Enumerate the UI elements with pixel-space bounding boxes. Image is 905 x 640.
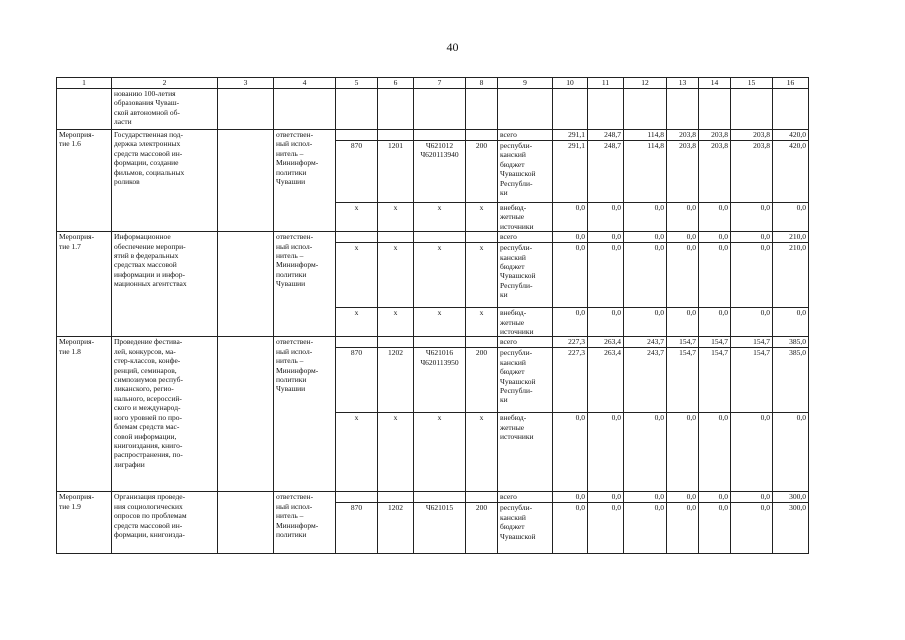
continuation-row — [57, 89, 809, 130]
year-value-cell: 0,0 — [624, 503, 667, 554]
column-header: 2 — [112, 78, 218, 89]
funding-source-cell: внебюд- жетные источники — [498, 413, 553, 492]
expense-type-cell: x — [466, 203, 498, 232]
grbs-cell — [336, 130, 378, 141]
table-row — [57, 232, 809, 243]
expense-type-cell: 200 — [466, 503, 498, 554]
funding-source-cell: всего — [498, 130, 553, 141]
year-value-cell: 0,0 — [624, 243, 667, 308]
year-value-cell: 0,0 — [588, 413, 624, 492]
page-number: 40 — [446, 40, 459, 54]
empty-cell — [414, 89, 466, 130]
year-value-cell: 203,8 — [699, 141, 731, 203]
responsible-cell: ответствен- ный испол- нитель – Мининформ- политики Чувашии — [274, 130, 336, 232]
year-value-cell: 154,7 — [731, 337, 773, 348]
year-value-cell: 0,0 — [667, 243, 699, 308]
funding-source-cell: республи- канский бюджет Чувашской Республи- ки — [498, 243, 553, 308]
year-value-cell: 0,0 — [699, 243, 731, 308]
year-value-cell: 0,0 — [667, 503, 699, 554]
column-header: 1 — [57, 78, 112, 89]
description-cell: Организация проведе- ния социологических опросов по проблемам средств массовой ин- формации, книгоизда- — [112, 492, 218, 554]
target-article-cell: x — [414, 203, 466, 232]
expense-type-cell: 200 — [466, 141, 498, 203]
year-value-cell: 0,0 — [624, 232, 667, 243]
year-value-cell: 248,7 — [588, 141, 624, 203]
year-value-cell: 0,0 — [667, 492, 699, 503]
year-value-cell: 0,0 — [624, 413, 667, 492]
year-value-cell: 203,8 — [731, 141, 773, 203]
year-value-cell: 0,0 — [588, 308, 624, 337]
year-value-cell: 248,7 — [588, 130, 624, 141]
funding-source-cell: всего — [498, 232, 553, 243]
year-value-cell: 0,0 — [624, 308, 667, 337]
column-header: 13 — [667, 78, 699, 89]
year-value-cell: 263,4 — [588, 337, 624, 348]
column-header: 9 — [498, 78, 553, 89]
table-row — [57, 130, 809, 141]
empty-cell — [699, 89, 731, 130]
description-cell: нованию 100-летия образования Чуваш- ской автономной об- ласти — [112, 89, 218, 130]
grbs-cell — [336, 492, 378, 503]
year-value-cell: 300,0 — [773, 492, 809, 503]
empty-cell — [624, 89, 667, 130]
year-value-cell: 0,0 — [588, 203, 624, 232]
year-value-cell: 420,0 — [773, 130, 809, 141]
empty-cell — [588, 89, 624, 130]
year-value-cell: 0,0 — [553, 413, 588, 492]
measure-cell: Мероприя- тие 1.9 — [57, 492, 112, 554]
year-value-cell: 0,0 — [553, 243, 588, 308]
year-value-cell: 0,0 — [588, 232, 624, 243]
year-value-cell: 385,0 — [773, 337, 809, 348]
empty-cell — [274, 89, 336, 130]
year-value-cell: 0,0 — [667, 232, 699, 243]
funding-source-cell: республи- канский бюджет Чувашской Республи- ки — [498, 141, 553, 203]
year-value-cell: 243,7 — [624, 348, 667, 413]
year-value-cell: 0,0 — [773, 203, 809, 232]
funding-source-cell: всего — [498, 492, 553, 503]
target-article-cell: x — [414, 413, 466, 492]
year-value-cell: 0,0 — [667, 308, 699, 337]
year-value-cell: 203,8 — [667, 141, 699, 203]
year-value-cell: 0,0 — [731, 243, 773, 308]
target-article-cell — [414, 232, 466, 243]
year-value-cell: 227,3 — [553, 348, 588, 413]
funding-source-cell: внебюд- жетные источники — [498, 203, 553, 232]
section-cell: x — [378, 203, 414, 232]
year-value-cell: 0,0 — [773, 413, 809, 492]
empty-cell — [336, 89, 378, 130]
grbs-cell: x — [336, 243, 378, 308]
year-value-cell: 0,0 — [731, 232, 773, 243]
year-value-cell: 0,0 — [731, 503, 773, 554]
column-header: 14 — [699, 78, 731, 89]
target-article-cell — [414, 337, 466, 348]
section-cell — [378, 130, 414, 141]
column-header: 8 — [466, 78, 498, 89]
expense-type-cell: x — [466, 413, 498, 492]
empty-cell — [57, 89, 112, 130]
grbs-cell: 870 — [336, 348, 378, 413]
empty-cell — [498, 89, 553, 130]
year-value-cell: 154,7 — [699, 337, 731, 348]
column3-cell — [218, 130, 274, 232]
expense-type-cell — [466, 492, 498, 503]
column-header: 3 — [218, 78, 274, 89]
year-value-cell: 154,7 — [699, 348, 731, 413]
year-value-cell: 203,8 — [667, 130, 699, 141]
measure-cell: Мероприя- тие 1.7 — [57, 232, 112, 337]
description-cell: Информационное обеспечение меропри- ятий в федеральных средствах массовой информации и инфор- мационных агентствах — [112, 232, 218, 337]
measure-cell: Мероприя- тие 1.8 — [57, 337, 112, 492]
grbs-cell: x — [336, 308, 378, 337]
year-value-cell: 0,0 — [553, 232, 588, 243]
expense-type-cell: x — [466, 308, 498, 337]
target-article-cell: x — [414, 308, 466, 337]
year-value-cell: 210,0 — [773, 243, 809, 308]
target-article-cell: Ч621015 — [414, 503, 466, 554]
description-cell: Государственная под- держка электронных средств массовой ин- формации, создание фильмов, социальных роликов — [112, 130, 218, 232]
year-value-cell: 0,0 — [588, 243, 624, 308]
expense-type-cell — [466, 232, 498, 243]
expense-type-cell: x — [466, 243, 498, 308]
year-value-cell: 420,0 — [773, 141, 809, 203]
empty-cell — [378, 89, 414, 130]
year-value-cell: 0,0 — [699, 413, 731, 492]
year-value-cell: 154,7 — [667, 337, 699, 348]
year-value-cell: 0,0 — [624, 203, 667, 232]
section-cell — [378, 337, 414, 348]
section-cell: x — [378, 413, 414, 492]
expense-type-cell — [466, 130, 498, 141]
empty-cell — [731, 89, 773, 130]
grbs-cell: x — [336, 203, 378, 232]
year-value-cell: 227,3 — [553, 337, 588, 348]
grbs-cell — [336, 232, 378, 243]
year-value-cell: 0,0 — [553, 492, 588, 503]
year-value-cell: 0,0 — [699, 232, 731, 243]
funding-source-cell: республи- канский бюджет Чувашской Республи- ки — [498, 348, 553, 413]
year-value-cell: 154,7 — [731, 348, 773, 413]
column3-cell — [218, 492, 274, 554]
responsible-cell: ответствен- ный испол- нитель – Мининформ- политики — [274, 492, 336, 554]
grbs-cell: x — [336, 413, 378, 492]
year-value-cell: 0,0 — [553, 503, 588, 554]
target-article-cell — [414, 130, 466, 141]
target-article-cell: x — [414, 243, 466, 308]
year-value-cell: 0,0 — [699, 203, 731, 232]
year-value-cell: 203,8 — [699, 130, 731, 141]
empty-cell — [553, 89, 588, 130]
empty-cell — [466, 89, 498, 130]
column3-cell — [218, 232, 274, 337]
year-value-cell: 385,0 — [773, 348, 809, 413]
year-value-cell: 114,8 — [624, 130, 667, 141]
section-cell — [378, 492, 414, 503]
section-cell: x — [378, 308, 414, 337]
target-article-cell — [414, 492, 466, 503]
year-value-cell: 0,0 — [588, 492, 624, 503]
description-cell: Проведение фестива- лей, конкурсов, ма- стер-классов, конфе- ренций, семинаров, симпозиумов респуб- ликанского, регио- нального, всероссий- ского и международ- ного уровней по про- блемам средств мас- совой информации, книгоиздания, книго- распространения, по- лиграфии — [112, 337, 218, 492]
column3-cell — [218, 337, 274, 492]
grbs-cell: 870 — [336, 141, 378, 203]
year-value-cell: 300,0 — [773, 503, 809, 554]
column-header: 4 — [274, 78, 336, 89]
empty-cell — [667, 89, 699, 130]
section-cell: 1202 — [378, 348, 414, 413]
year-value-cell: 0,0 — [699, 503, 731, 554]
year-value-cell: 263,4 — [588, 348, 624, 413]
year-value-cell: 0,0 — [731, 203, 773, 232]
year-value-cell: 114,8 — [624, 141, 667, 203]
year-value-cell: 0,0 — [667, 203, 699, 232]
year-value-cell: 0,0 — [773, 308, 809, 337]
target-article-cell: Ч621012 Ч620113940 — [414, 141, 466, 203]
year-value-cell: 243,7 — [624, 337, 667, 348]
section-cell — [378, 232, 414, 243]
funding-source-cell: внебюд- жетные источники — [498, 308, 553, 337]
column-header: 11 — [588, 78, 624, 89]
responsible-cell: ответствен- ный испол- нитель – Мининформ- политики Чувашии — [274, 337, 336, 492]
column-header: 7 — [414, 78, 466, 89]
section-cell: 1201 — [378, 141, 414, 203]
year-value-cell: 0,0 — [667, 413, 699, 492]
column-header: 6 — [378, 78, 414, 89]
budget-table — [56, 77, 809, 554]
target-article-cell: Ч621016 Ч620113950 — [414, 348, 466, 413]
empty-cell — [773, 89, 809, 130]
year-value-cell: 0,0 — [731, 413, 773, 492]
column-header: 5 — [336, 78, 378, 89]
table-row — [57, 337, 809, 348]
expense-type-cell — [466, 337, 498, 348]
year-value-cell: 291,1 — [553, 141, 588, 203]
column-header: 15 — [731, 78, 773, 89]
grbs-cell: 870 — [336, 503, 378, 554]
year-value-cell: 0,0 — [553, 308, 588, 337]
measure-cell: Мероприя- тие 1.6 — [57, 130, 112, 232]
year-value-cell: 0,0 — [553, 203, 588, 232]
year-value-cell: 203,8 — [731, 130, 773, 141]
column-header: 12 — [624, 78, 667, 89]
year-value-cell: 0,0 — [699, 308, 731, 337]
funding-source-cell: всего — [498, 337, 553, 348]
empty-cell — [218, 89, 274, 130]
year-value-cell: 0,0 — [731, 492, 773, 503]
year-value-cell: 291,1 — [553, 130, 588, 141]
column-header: 16 — [773, 78, 809, 89]
year-value-cell: 0,0 — [624, 492, 667, 503]
year-value-cell: 0,0 — [588, 503, 624, 554]
responsible-cell: ответствен- ный испол- нитель – Мининформ- политики Чувашии — [274, 232, 336, 337]
section-cell: x — [378, 243, 414, 308]
year-value-cell: 0,0 — [731, 308, 773, 337]
section-cell: 1202 — [378, 503, 414, 554]
year-value-cell: 0,0 — [699, 492, 731, 503]
header-row — [57, 78, 809, 89]
funding-source-cell: республи- канский бюджет Чувашской — [498, 503, 553, 554]
grbs-cell — [336, 337, 378, 348]
column-header: 10 — [553, 78, 588, 89]
year-value-cell: 210,0 — [773, 232, 809, 243]
year-value-cell: 154,7 — [667, 348, 699, 413]
table-row — [57, 492, 809, 503]
expense-type-cell: 200 — [466, 348, 498, 413]
